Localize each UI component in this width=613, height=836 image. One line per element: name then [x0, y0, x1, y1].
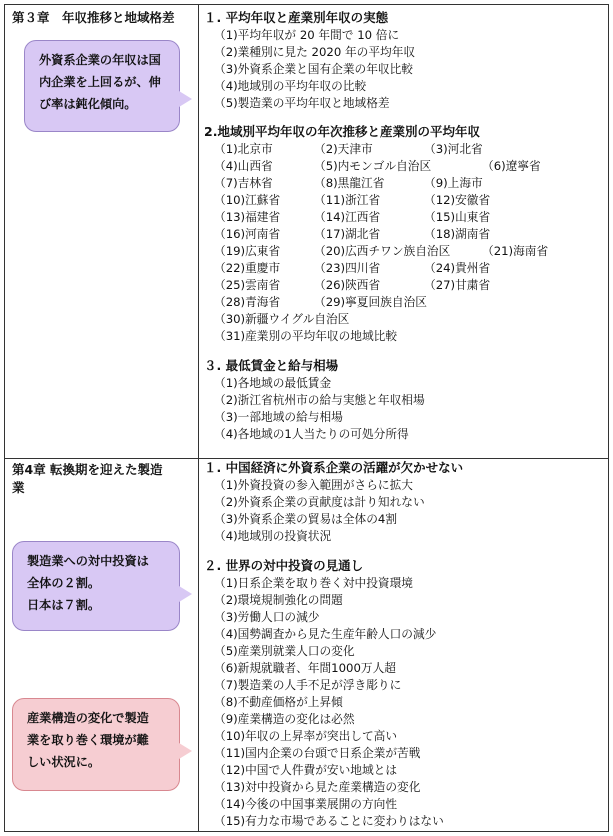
- region-item: （6)遼寧省: [482, 159, 541, 173]
- column-divider: [198, 4, 199, 832]
- region-item: （26)陝西省: [314, 278, 381, 292]
- list-item: （8)不動産価格が上昇傾: [214, 695, 343, 709]
- list-item: （14)今後の中国事業展開の方向性: [214, 797, 398, 811]
- callout-line: 産業構造の変化で製造: [27, 711, 149, 725]
- region-item: （8)黒龍江省: [314, 176, 385, 190]
- list-item: （1)日系企業を取り巻く対中投資環境: [214, 576, 413, 590]
- callout-line: 全体の２割。: [27, 576, 101, 590]
- region-item: （15)山東省: [424, 210, 491, 224]
- list-item: （13)対中投資から見た産業構造の変化: [214, 780, 421, 794]
- list-item: （4)地域別の平均年収の比較: [214, 79, 367, 93]
- list-item: （2)外資系企業の貢献度は計り知れない: [214, 495, 425, 509]
- list-item: （3)外資系企業と国有企業の年収比較: [214, 62, 413, 76]
- region-item: （14)江西省: [314, 210, 381, 224]
- chapter3-callout: [24, 40, 180, 132]
- chapter4-title-line2: 業: [12, 480, 25, 495]
- list-item: （10)年収の上昇率が突出して高い: [214, 729, 398, 743]
- list-item: （12)中国で人件費が安い地域とは: [214, 763, 398, 777]
- list-item: （5)製造業の平均年収と地域格差: [214, 96, 390, 110]
- region-item: （22)重慶市: [214, 261, 281, 275]
- list-item: （5)産業別就業人口の変化: [214, 644, 355, 658]
- region-item: （5)内モンゴル自治区: [314, 159, 432, 173]
- ch4-section2-heading: ２. 世界の対中投資の見通し: [204, 558, 364, 573]
- region-item: （20)広西チワン族自治区: [314, 244, 451, 258]
- callout-tail: [179, 586, 192, 602]
- region-item: （18)湖南省: [424, 227, 491, 241]
- ch3-section3-heading: ３. 最低賃金と給与相場: [204, 358, 339, 373]
- chapter3-title: 第３章 年収推移と地域格差: [12, 10, 175, 25]
- list-item: （2)業種別に見た 2020 年の平均年収: [214, 45, 416, 59]
- chapter4-callout-structure: [12, 698, 180, 791]
- callout-line: び率は鈍化傾向。: [39, 97, 137, 111]
- region-item: （17)湖北省: [314, 227, 381, 241]
- region-item: （30)新疆ウイグル自治区: [214, 312, 350, 326]
- list-item: （4)地域別の投資状況: [214, 529, 332, 543]
- region-item: （16)河南省: [214, 227, 281, 241]
- region-item: （12)安徽省: [424, 193, 491, 207]
- callout-tail: [179, 91, 192, 107]
- region-item: （1)北京市: [214, 142, 273, 156]
- callout-line: 外資系企業の年収は国: [39, 53, 161, 67]
- region-item: （23)四川省: [314, 261, 381, 275]
- region-item: （7)吉林省: [214, 176, 273, 190]
- list-item: （1)平均年収が 20 年間で 10 倍に: [214, 28, 400, 42]
- list-item: （2)環境規制強化の問題: [214, 593, 343, 607]
- callout-line: しい状況に。: [27, 755, 101, 769]
- region-item: （9)上海市: [424, 176, 483, 190]
- list-item: （3)外資系企業の貿易は全体の4割: [214, 512, 398, 526]
- list-item: （9)産業構造の変化は必然: [214, 712, 355, 726]
- callout-line: 製造業への対中投資は: [27, 554, 149, 568]
- region-item: （19)広東省: [214, 244, 281, 258]
- list-item: （2)浙江省杭州市の給与実態と年収相場: [214, 393, 425, 407]
- region-item: （28)青海省: [214, 295, 281, 309]
- region-item: （21)海南省: [482, 244, 549, 258]
- callout-line: 内企業を上回るが、伸: [39, 75, 161, 89]
- list-item: （4)国勢調査から見た生産年齢人口の減少: [214, 627, 437, 641]
- list-item: （1)各地域の最低賃金: [214, 376, 332, 390]
- chapter4-callout-investment: [12, 541, 180, 631]
- region-item: （4)山西省: [214, 159, 273, 173]
- region-item: （13)福建省: [214, 210, 281, 224]
- region-item: （11)浙江省: [314, 193, 381, 207]
- chapter4-title-line1: 第4章 転換期を迎えた製造: [12, 462, 163, 477]
- callout-tail: [179, 743, 192, 759]
- callout-line: 日本は７割。: [27, 598, 101, 612]
- list-item: （6)新規就職者、年間1000万人超: [214, 661, 396, 675]
- region-item: （29)寧夏回族自治区: [314, 295, 427, 309]
- ch4-section1-heading: １. 中国経済に外資系企業の活躍が欠かせない: [204, 460, 464, 475]
- list-item: （3)一部地域の給与相場: [214, 410, 343, 424]
- region-item: （10)江蘇省: [214, 193, 281, 207]
- region-item: （2)天津市: [314, 142, 373, 156]
- ch3-section2-heading: 2.地域別平均年収の年次推移と産業別の平均年収: [204, 124, 480, 139]
- list-item: （15)有力な市場であることに変わりはない: [214, 814, 444, 828]
- region-item: （3)河北省: [424, 142, 483, 156]
- callout-line: 業を取り巻く環境が難: [27, 733, 149, 747]
- list-item: （4)各地域の1人当たりの可処分所得: [214, 427, 409, 441]
- region-item: （24)貴州省: [424, 261, 491, 275]
- ch3-section1-heading: １. 平均年収と産業別年収の実態: [204, 10, 389, 25]
- list-item: （7)製造業の人手不足が浮き彫りに: [214, 678, 402, 692]
- list-item: （3)労働人口の減少: [214, 610, 320, 624]
- list-item: （11)国内企業の台頭で日系企業が苦戦: [214, 746, 421, 760]
- region-item: （25)雲南省: [214, 278, 281, 292]
- region-item: （31)産業別の平均年収の地域比較: [214, 329, 398, 343]
- region-item: （27)甘粛省: [424, 278, 491, 292]
- list-item: （1)外資投資の参入範囲がさらに拡大: [214, 478, 413, 492]
